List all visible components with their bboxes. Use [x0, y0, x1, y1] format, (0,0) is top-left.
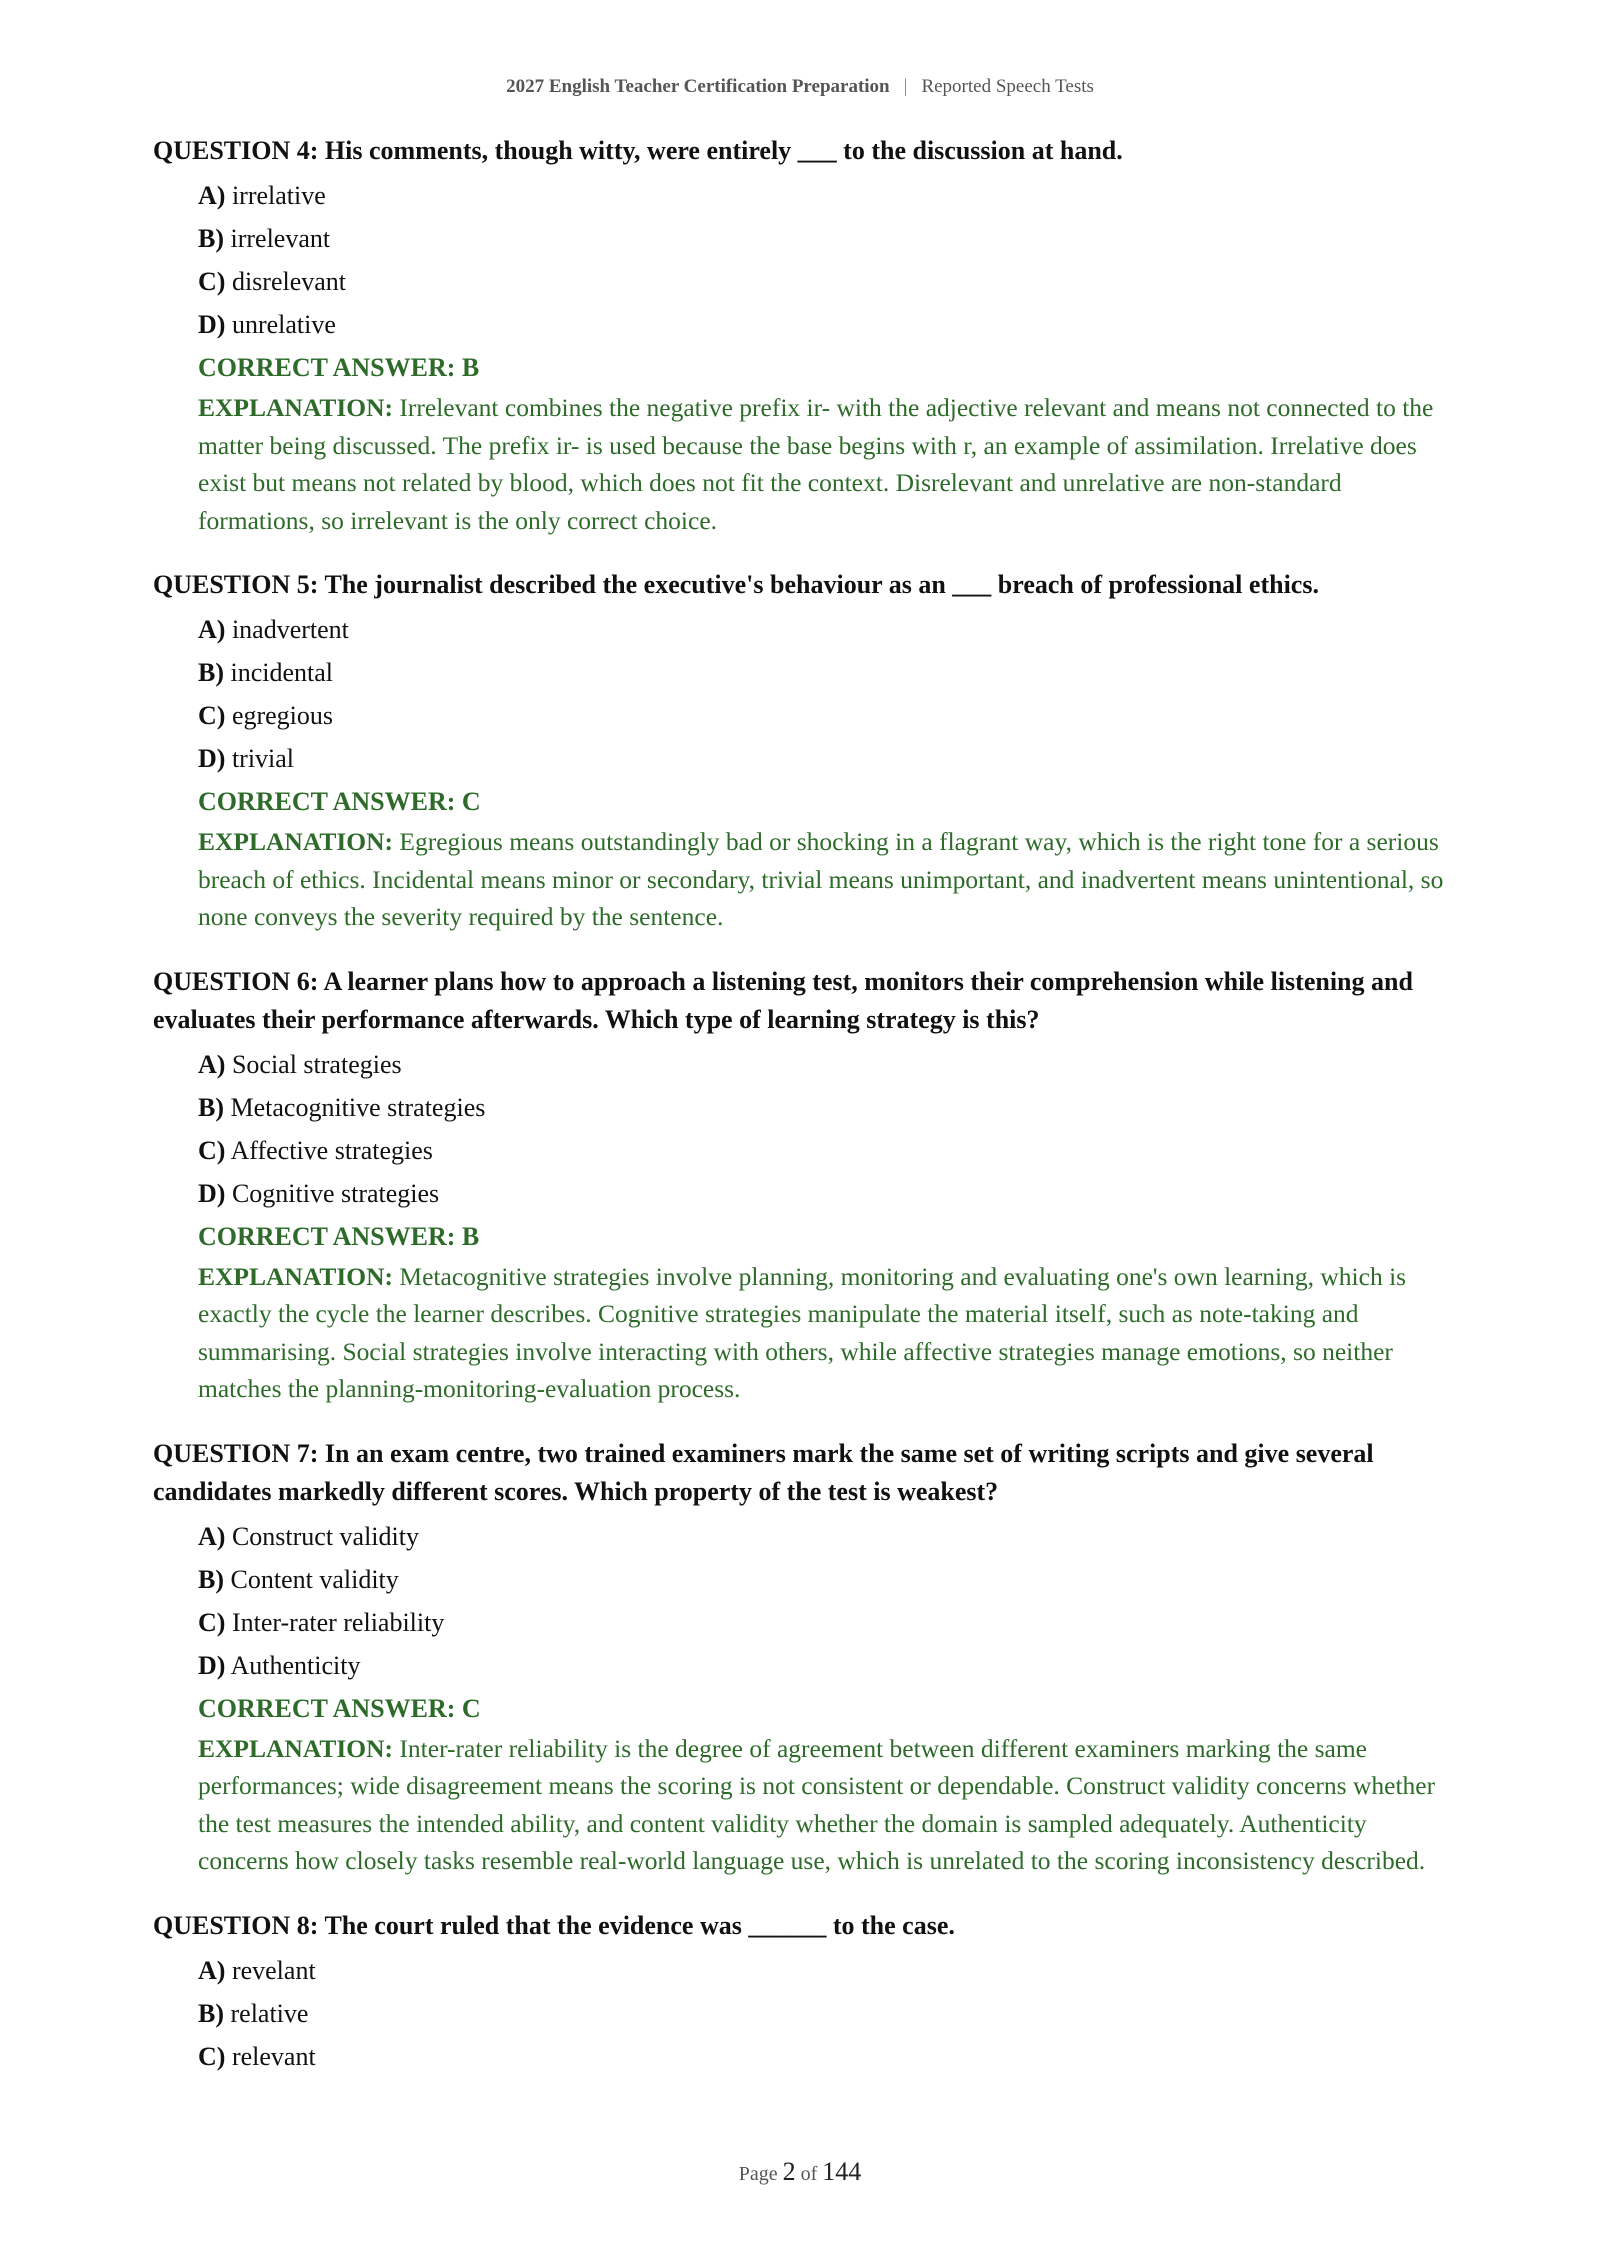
option-d: [198, 1172, 1453, 1215]
document-subtitle: Reported Speech Tests: [921, 76, 1094, 97]
question-text: QUESTION 4: His comments, though witty, were entirely ___ to the discussion at hand.: [153, 136, 1123, 165]
header-separator: |: [903, 76, 908, 97]
explanation-text: Inter-rater reliability is the degree of agreement between different examiners marking the same performances; wide disagreement means the scoring is not consistent or dependable. Construct validity concerns whether the test measures the intended ability, and content validity whether the domain is sampled adequately. Authenticity concerns how closely tasks resemble real-world language use, which is unrelated to the scoring inconsistency described.: [198, 1733, 1436, 1875]
option-letter: C): [198, 267, 226, 296]
option-text: trivial: [231, 744, 295, 773]
page-number: 2: [782, 2157, 796, 2186]
question-8: [153, 1907, 1453, 2078]
question-7: [153, 1435, 1453, 1880]
option-b: [198, 651, 1453, 694]
option-text: Social strategies: [231, 1049, 402, 1079]
option-a: [198, 1043, 1453, 1086]
option-text: disrelevant: [231, 267, 347, 296]
option-letter: D): [198, 1178, 226, 1208]
option-text: irrelevant: [230, 224, 331, 253]
option-letter: A): [198, 615, 226, 644]
explanation-label: EXPLANATION:: [198, 393, 394, 422]
options-list: [198, 1515, 1453, 1687]
explanation: [198, 1730, 1453, 1880]
option-letter: A): [198, 1049, 226, 1079]
explanation: [198, 1258, 1453, 1408]
option-letter: B): [198, 1564, 224, 1594]
question-6: [153, 963, 1453, 1408]
explanation-label: EXPLANATION:: [198, 1733, 394, 1763]
option-letter: D): [198, 310, 226, 339]
explanation-label: EXPLANATION:: [198, 827, 394, 856]
option-d: [198, 737, 1453, 780]
option-text: revelant: [231, 1955, 316, 1985]
page-prefix: Page: [738, 2163, 778, 2185]
questions-content: [153, 132, 1453, 2105]
option-text: Metacognitive strategies: [230, 1092, 486, 1122]
option-letter: B): [198, 658, 224, 687]
question-text: QUESTION 5: The journalist described the executive's behaviour as an ___ breach of professional ethics.: [153, 570, 1319, 599]
option-text: egregious: [231, 701, 334, 730]
question-text: QUESTION 8: The court ruled that the evidence was ______ to the case.: [153, 1910, 955, 1940]
page-header: [0, 76, 1600, 98]
option-b: [198, 1992, 1453, 2035]
option-text: inadvertent: [231, 615, 349, 644]
question-5: [153, 566, 1453, 936]
option-a: [198, 1949, 1453, 1992]
option-letter: D): [198, 744, 226, 773]
option-text: relevant: [231, 2041, 316, 2071]
options-list: [198, 1043, 1453, 1215]
options-list: [198, 1949, 1453, 2078]
option-text: Affective strategies: [230, 1135, 433, 1165]
option-text: irrelative: [231, 181, 326, 210]
option-a: [198, 174, 1453, 217]
option-text: unrelative: [231, 310, 336, 339]
page-total: 144: [822, 2157, 862, 2186]
options-list: [198, 174, 1453, 346]
option-letter: B): [198, 224, 224, 253]
option-text: Construct validity: [231, 1521, 419, 1551]
correct-answer: CORRECT ANSWER: C: [198, 787, 481, 816]
option-letter: D): [198, 1650, 226, 1680]
options-list: [198, 608, 1453, 780]
correct-answer: CORRECT ANSWER: C: [198, 1693, 481, 1723]
explanation: [198, 389, 1453, 539]
explanation-text: Metacognitive strategies involve planning, monitoring and evaluating one's own learning, which is exactly the cycle the learner describes. Cognitive strategies manipulate the material itself, such as note-taking and summarising. Social strategies involve interacting with others, while affective strategies manage emotions, so neither matches the planning-monitoring-evaluation process.: [198, 1261, 1407, 1403]
document-title: 2027 English Teacher Certification Preparation: [506, 76, 890, 97]
option-c: [198, 694, 1453, 737]
option-letter: A): [198, 1955, 226, 1985]
option-letter: A): [198, 181, 226, 210]
option-c: [198, 260, 1453, 303]
option-c: [198, 1129, 1453, 1172]
option-letter: C): [198, 1135, 226, 1165]
question-text: QUESTION 6: A learner plans how to approach a listening test, monitors their comprehension while listening and evaluates their performance afterwards. Which type of learning strategy is this?: [153, 966, 1413, 1034]
question-4: [153, 132, 1453, 539]
page-footer: [0, 2157, 1600, 2187]
option-text: relative: [230, 1998, 309, 2028]
option-c: [198, 2035, 1453, 2078]
option-letter: B): [198, 1998, 224, 2028]
option-letter: C): [198, 1607, 226, 1637]
option-b: [198, 1558, 1453, 1601]
option-a: [198, 608, 1453, 651]
option-d: [198, 1644, 1453, 1687]
option-letter: A): [198, 1521, 226, 1551]
option-text: Inter-rater reliability: [231, 1607, 445, 1637]
option-letter: B): [198, 1092, 224, 1122]
option-b: [198, 217, 1453, 260]
option-text: Content validity: [230, 1564, 399, 1594]
option-text: Authenticity: [230, 1650, 361, 1680]
option-text: Cognitive strategies: [231, 1178, 440, 1208]
option-letter: C): [198, 701, 226, 730]
correct-answer: CORRECT ANSWER: B: [198, 353, 480, 382]
option-text: incidental: [230, 658, 334, 687]
option-d: [198, 303, 1453, 346]
correct-answer: CORRECT ANSWER: B: [198, 1221, 480, 1251]
question-text: QUESTION 7: In an exam centre, two trained examiners mark the same set of writing scripts and give several candidates markedly different scores. Which property of the test is weakest?: [153, 1438, 1374, 1506]
page-of: of: [800, 2163, 818, 2185]
explanation-label: EXPLANATION:: [198, 1261, 394, 1291]
explanation-text: Irrelevant combines the negative prefix ir- with the adjective relevant and means not connected to the matter being discussed. The prefix ir- is used because the base begins with r, an example of assimilation. Irrelative does exist but means not related by blood, which does not fit the context. Disrelevant and unrelative are non-standard formations, so irrelevant is the only correct choice.: [198, 393, 1434, 535]
option-a: [198, 1515, 1453, 1558]
option-b: [198, 1086, 1453, 1129]
option-c: [198, 1601, 1453, 1644]
option-letter: C): [198, 2041, 226, 2071]
explanation-text: Egregious means outstandingly bad or shocking in a flagrant way, which is the right tone for a serious breach of ethics. Incidental means minor or secondary, trivial means unimportant, and inadvertent means unintentional, so none conveys the severity required by the sentence.: [198, 827, 1444, 931]
explanation: [198, 823, 1453, 936]
